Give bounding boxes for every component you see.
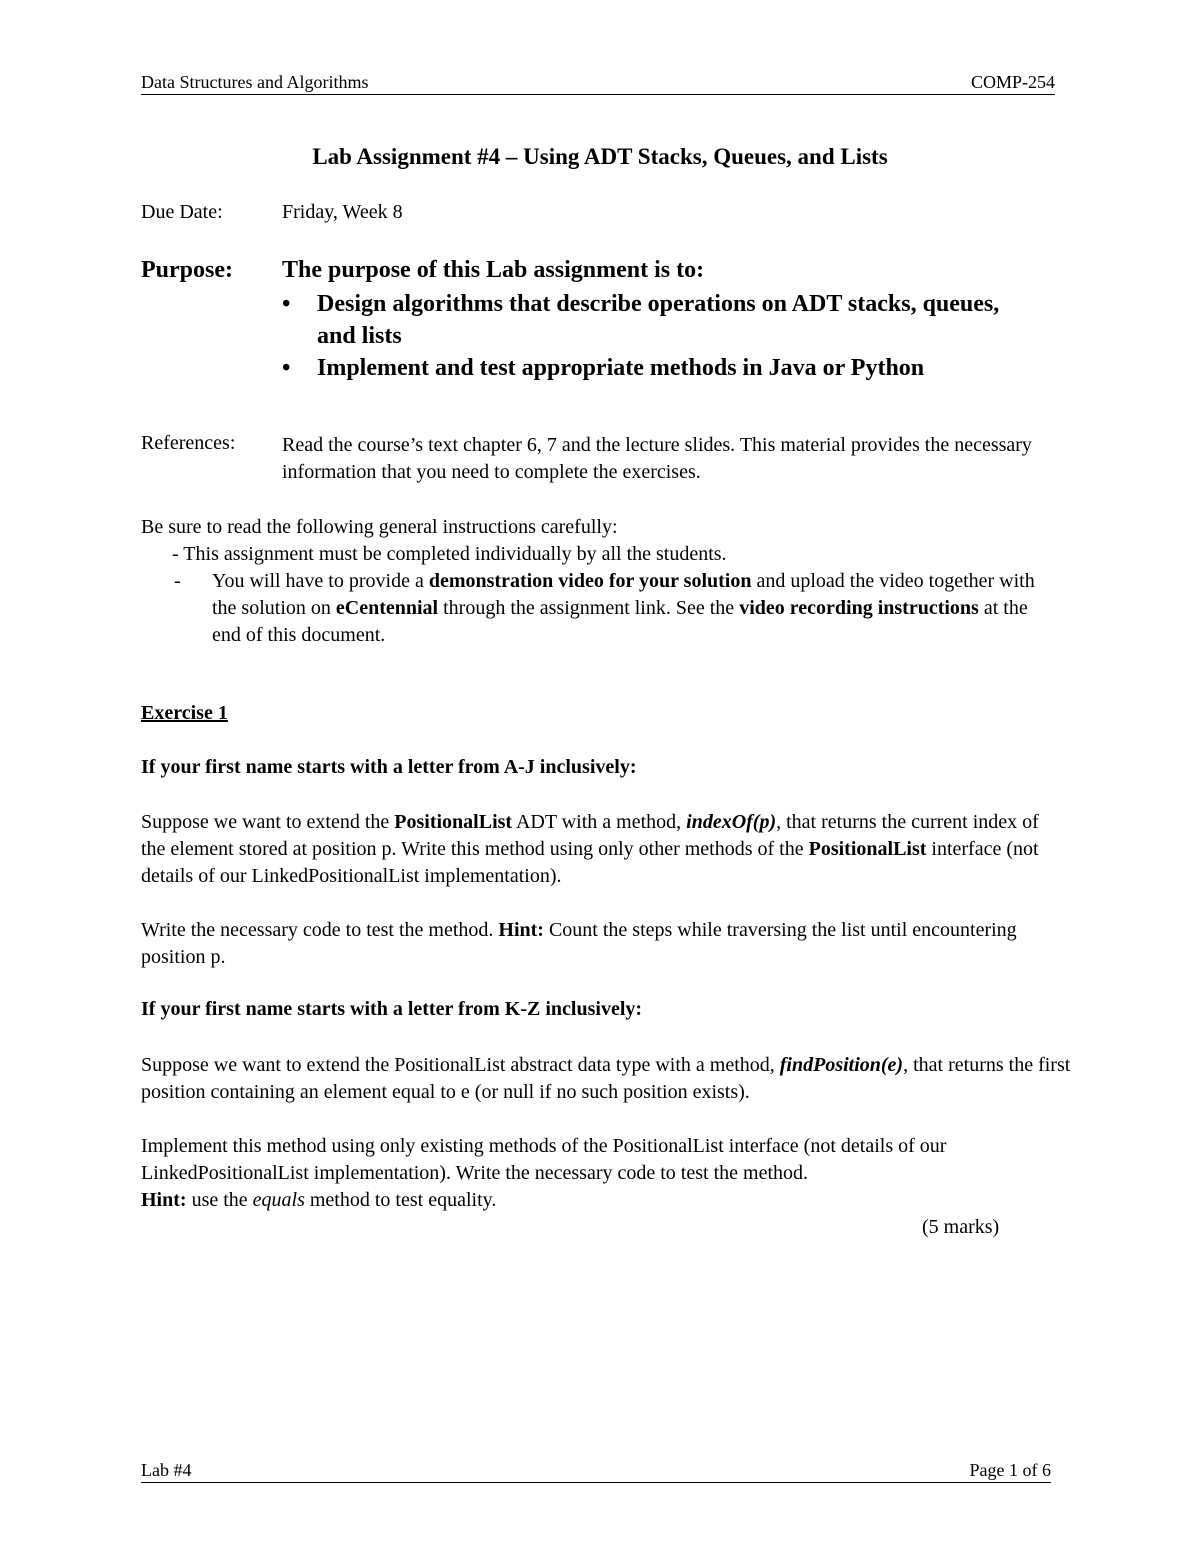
exercise-a-paragraph-2 xyxy=(141,917,1057,971)
footer-page-number: Page 1 of 6 xyxy=(969,1460,1051,1480)
text-run-bold: demonstration video for your solution xyxy=(428,570,752,592)
page-header xyxy=(141,72,1055,95)
text-run: Write the necessary code to test the method. xyxy=(141,919,499,941)
text-run-bold: eCentennial xyxy=(335,597,439,619)
method-name-italic: equals xyxy=(252,1189,305,1211)
method-name: indexOf(p) xyxy=(686,811,777,833)
condition-a-heading: If your first name starts with a letter from A-J inclusively: xyxy=(141,756,637,778)
text-run: Suppose we want to extend the xyxy=(141,811,395,833)
text-run: method to test equality. xyxy=(304,1189,497,1211)
text-run: at the end of this document. xyxy=(212,597,1028,646)
references-text: Read the course’s text chapter 6, 7 and the lecture slides. This material provides the necessary information that you need to complete the exercises. xyxy=(282,434,1032,483)
document-title: Lab Assignment #4 – Using ADT Stacks, Queues, and Lists xyxy=(312,144,888,169)
due-date-value: Friday, Week 8 xyxy=(282,201,403,223)
purpose-label: Purpose: xyxy=(141,257,233,283)
footer-lab: Lab #4 xyxy=(141,1460,192,1480)
marks-label: (5 marks) xyxy=(922,1216,1000,1238)
text-run: use the xyxy=(186,1189,253,1211)
page-footer xyxy=(141,1460,1051,1483)
text-run: You will have to provide a xyxy=(212,570,429,592)
text-run: through the assignment link. See the xyxy=(438,597,740,619)
purpose-item-text: Implement and test appropriate methods in Java or Python xyxy=(317,355,925,381)
class-name: PositionalList xyxy=(808,838,927,860)
references-label: References: xyxy=(141,432,236,454)
hint-label: Hint: xyxy=(498,919,544,941)
hint-label: Hint: xyxy=(141,1189,187,1211)
text-run: ADT with a method, xyxy=(512,811,687,833)
exercise-heading: Exercise 1 xyxy=(141,702,228,724)
purpose-item-text: Design algorithms that describe operations on ADT stacks, queues, and lists xyxy=(317,291,1000,349)
text-run: , that returns the first position containing an element equal to e (or null if no such position exists). xyxy=(141,1054,1071,1103)
bullet-icon: • xyxy=(282,355,291,381)
instructions-intro: Be sure to read the following general instructions carefully: xyxy=(141,516,618,538)
bullet-icon: • xyxy=(282,291,291,317)
exercise-b-paragraph-1 xyxy=(141,1052,1071,1106)
text-run: and upload the video together with the solution on xyxy=(212,570,1035,619)
header-code: COMP-254 xyxy=(970,72,1055,92)
list-item: - This assignment must be completed individually by all the students. xyxy=(172,543,727,565)
purpose-intro: The purpose of this Lab assignment is to: xyxy=(282,257,705,283)
header-course: Data Structures and Algorithms xyxy=(141,72,369,92)
text-run-bold: video recording instructions xyxy=(739,597,979,619)
list-item xyxy=(141,568,1061,649)
purpose-list xyxy=(282,288,1002,384)
text-run: interface (not details of our LinkedPositionalList implementation). xyxy=(141,838,1039,887)
text-run: Suppose we want to extend the PositionalList abstract data type with a method, xyxy=(141,1054,780,1076)
text-run: Implement this method using only existing methods of the PositionalList interface (not details of our LinkedPositionalList implementation). Write the necessary code to test the method. xyxy=(141,1135,947,1184)
text-run: , that returns the current index of the element stored at position p. Write this method using only other methods of the xyxy=(141,811,1039,860)
method-name: findPosition(e) xyxy=(779,1054,904,1076)
dash-marker: - xyxy=(174,570,181,592)
text-run: Count the steps while traversing the list until encountering position p. xyxy=(141,919,1017,968)
exercise-a-paragraph-1 xyxy=(141,809,1057,890)
due-date-label: Due Date: xyxy=(141,201,223,223)
list-item xyxy=(282,288,1002,352)
condition-b-heading: If your first name starts with a letter from K-Z inclusively: xyxy=(141,998,643,1020)
list-item xyxy=(282,352,1002,384)
exercise-b-paragraph-2 xyxy=(141,1133,1066,1214)
class-name: PositionalList xyxy=(394,811,513,833)
instructions-list xyxy=(141,541,1061,649)
